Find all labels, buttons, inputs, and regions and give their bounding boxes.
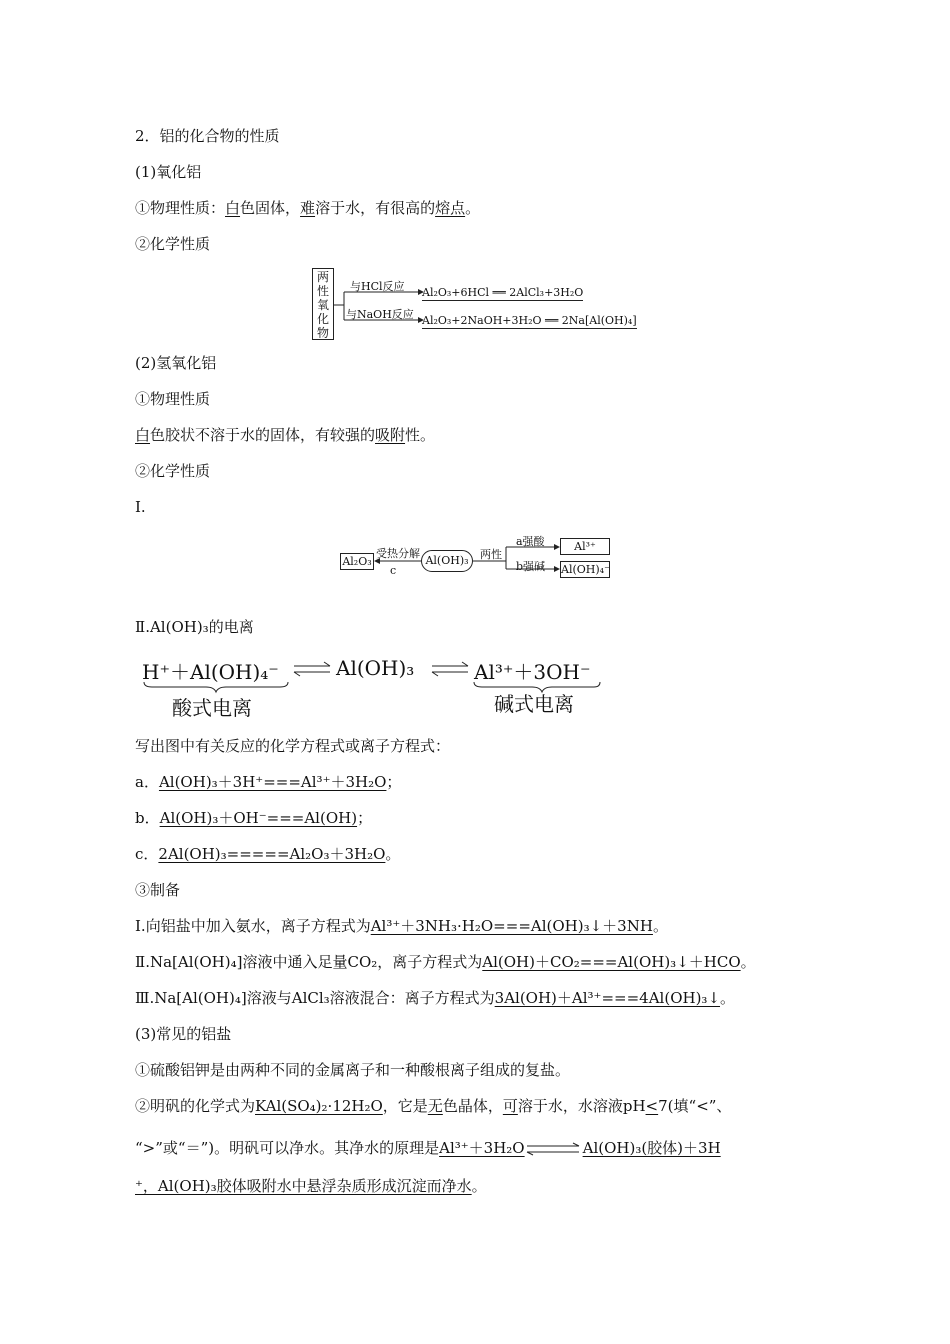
equilibrium-arrow-1 [292, 660, 334, 678]
hydroxide-physical-heading: ①物理性质 [135, 390, 211, 408]
base-side-formula: Al³⁺＋3OH⁻ [474, 660, 591, 684]
aloh3-box: Al(OH)₃ [421, 550, 473, 572]
subsection-alumina: (1)氧化铝 [135, 163, 202, 181]
alum-purification-line: “>”或“＝”)。明矾可以净水。其净水的原理是Al³⁺＋3H₂O Al(OH)₃(胶体)＋3H [135, 1139, 721, 1157]
subsection-hydroxide: (2)氢氧化铝 [135, 354, 217, 372]
hydroxide-formula: Al(OH)₃ [336, 656, 415, 680]
base-ionization-label: 碱式电离 [494, 692, 574, 716]
amphoteric-oxide-box: 两 性 氧 化 物 [312, 268, 334, 340]
alum-purification-end: ⁺，Al(OH)₃胶体吸附水中悬浮杂质形成沉淀而净水。 [135, 1177, 487, 1195]
al2o3-box: Al₂O₃ [340, 553, 374, 570]
arrow-label-hcl: 与HCl反应 [350, 280, 405, 293]
equation-a: a．Al(OH)₃＋3H⁺===Al³⁺＋3H₂O； [135, 773, 402, 791]
amphoteric-label: 两性 [480, 548, 502, 561]
subsection-aluminum-salts: (3)常见的铝盐 [135, 1025, 232, 1043]
heat-label: 受热分解 [376, 547, 420, 560]
equation-hcl: Al₂O₃+6HCl ══ 2AlCl₃+3H₂O [422, 286, 584, 299]
equation-naoh: Al₂O₃+2NaOH+3H₂O ══ 2Na[Al(OH)₄] [422, 314, 637, 327]
preparation-one: Ⅰ.向铝盐中加入氨水，离子方程式为Al³⁺＋3NH₃·H₂O===Al(OH)₃↓＋3NH。 [135, 917, 668, 935]
preparation-two: Ⅱ.Na[Al(OH)₄]溶液中通入足量CO₂，离子方程式为Al(OH)＋CO₂===Al(OH)₃↓＋HCO。 [135, 953, 756, 971]
alumina-physical: ①物理性质：白色固体，难溶于水，有很高的熔点。 [135, 199, 481, 217]
strong-acid-label: a强酸 [516, 535, 545, 548]
strong-base-label: b强碱 [516, 560, 546, 573]
preparation-heading: ③制备 [135, 881, 181, 899]
section-title: 2．铝的化合物的性质 [135, 127, 280, 145]
equation-c: c．2Al(OH)₃=====Al₂O₃＋3H₂O。 [135, 845, 401, 863]
al3-box: Al³⁺ [560, 538, 610, 555]
hydroxide-chemical-heading: ②化学性质 [135, 462, 211, 480]
equations-prompt: 写出图中有关反应的化学方程式或离子方程式： [135, 737, 451, 755]
preparation-three: Ⅲ.Na[Al(OH)₄]溶液与AlCl₃溶液混合：离子方程式为3Al(OH)＋Al³⁺===4Al(OH)₃↓。 [135, 989, 736, 1007]
roman-two: Ⅱ.Al(OH)₃的电离 [135, 618, 254, 636]
equilibrium-arrow-3 [525, 1142, 583, 1156]
acid-side-formula: H⁺＋Al(OH)₄⁻ [142, 660, 279, 684]
equation-b: b．Al(OH)₃＋OH⁻===Al(OH)； [135, 809, 373, 827]
hydroxide-physical: 白色胶状不溶于水的固体，有较强的吸附性。 [135, 426, 436, 444]
arrow-label-naoh: 与NaOH反应 [346, 308, 414, 321]
roman-one: Ⅰ. [135, 498, 146, 516]
alumina-chemical-heading: ②化学性质 [135, 235, 211, 253]
equilibrium-arrow-2 [430, 660, 472, 678]
acid-ionization-label: 酸式电离 [172, 696, 252, 720]
c-label: c [390, 564, 397, 577]
alum-definition: ①硫酸铝钾是由两种不同的金属离子和一种酸根离子组成的复盐。 [135, 1061, 571, 1079]
alum-formula-line: ②明矾的化学式为KAl(SO₄)₂·12H₂O，它是无色晶体，可溶于水，水溶液pH<7(填“<”、 [135, 1097, 732, 1115]
aloh4-box: Al(OH)₄⁻ [561, 563, 610, 576]
